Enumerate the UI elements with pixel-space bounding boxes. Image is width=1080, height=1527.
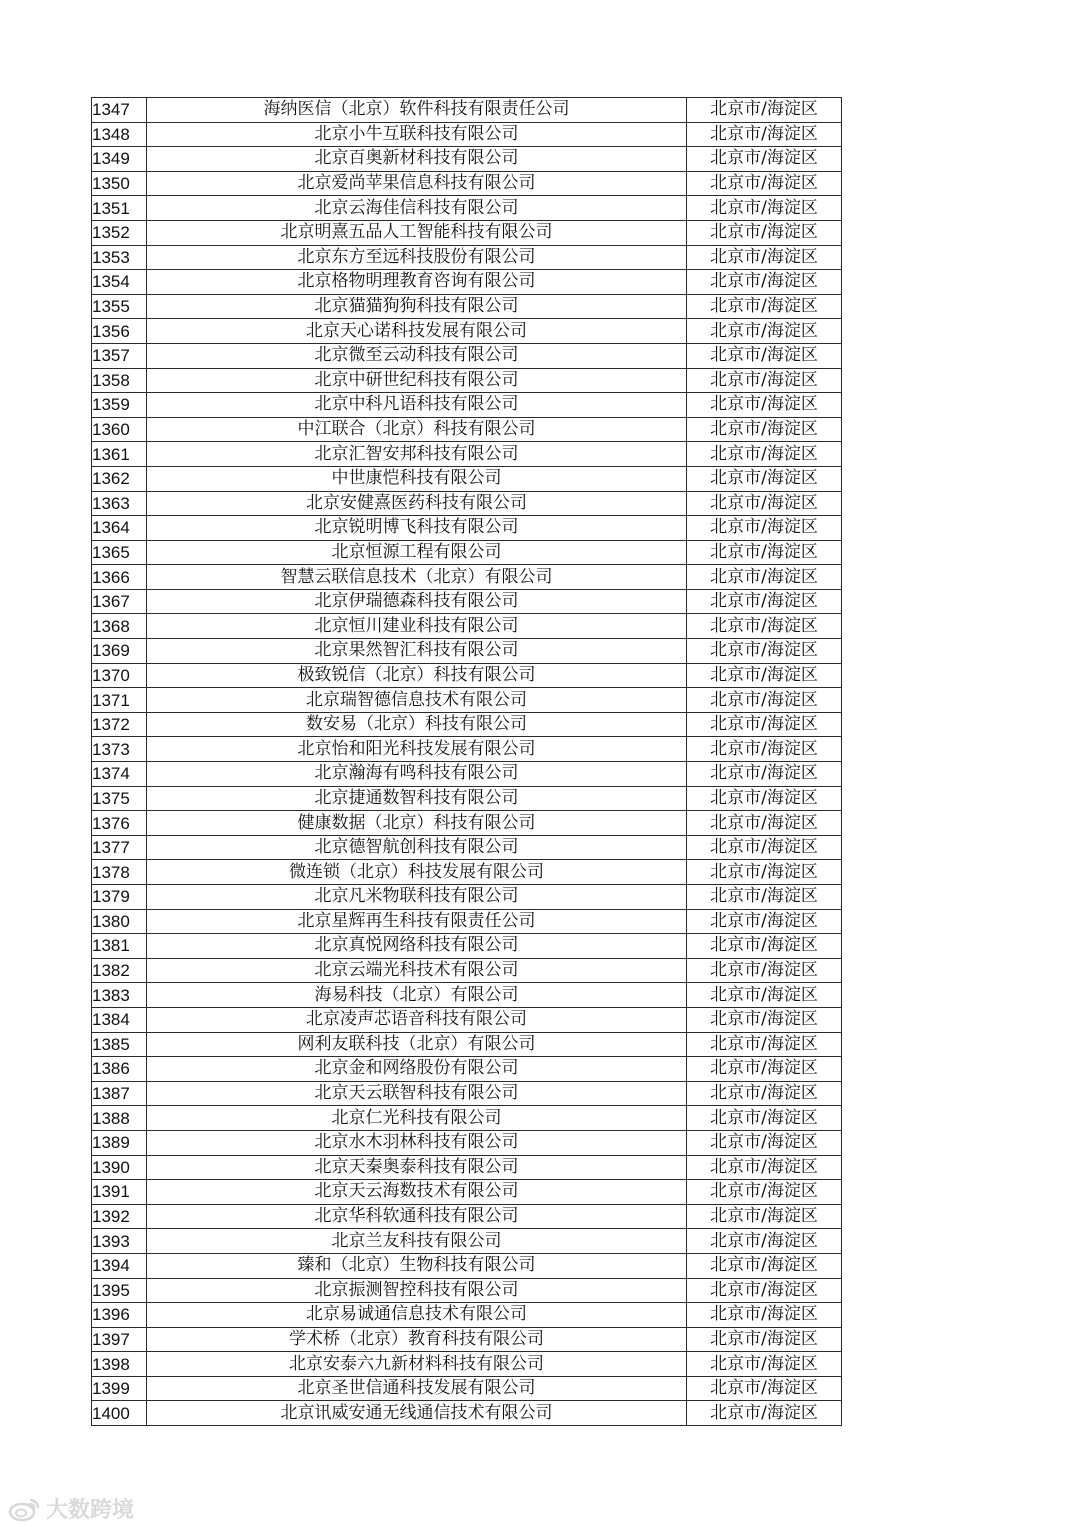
row-number: 1362 xyxy=(92,466,147,491)
region-cell: 北京市/海淀区 xyxy=(687,1057,842,1082)
company-name-cell: 北京瑞智德信息技术有限公司 xyxy=(147,688,687,713)
region-cell: 北京市/海淀区 xyxy=(687,540,842,565)
region-cell: 北京市/海淀区 xyxy=(687,147,842,172)
table-row xyxy=(92,1007,842,1032)
company-name-cell: 北京锐明博飞科技有限公司 xyxy=(147,516,687,541)
table-row xyxy=(92,885,842,910)
table-row xyxy=(92,319,842,344)
company-name-cell: 北京凡米物联科技有限公司 xyxy=(147,885,687,910)
table-row xyxy=(92,983,842,1008)
region-cell: 北京市/海淀区 xyxy=(687,811,842,836)
region-cell: 北京市/海淀区 xyxy=(687,1204,842,1229)
region-cell: 北京市/海淀区 xyxy=(687,737,842,762)
company-name-cell: 北京明熹五品人工智能科技有限公司 xyxy=(147,220,687,245)
watermark xyxy=(8,1493,134,1524)
region-cell: 北京市/海淀区 xyxy=(687,516,842,541)
row-number: 1389 xyxy=(92,1130,147,1155)
company-name-cell: 北京云端光科技术有限公司 xyxy=(147,958,687,983)
row-number: 1377 xyxy=(92,835,147,860)
company-name-cell: 学术桥（北京）教育科技有限公司 xyxy=(147,1327,687,1352)
company-name-cell: 网利友联科技（北京）有限公司 xyxy=(147,1032,687,1057)
region-cell: 北京市/海淀区 xyxy=(687,393,842,418)
row-number: 1372 xyxy=(92,712,147,737)
company-name-cell: 北京恒源工程有限公司 xyxy=(147,540,687,565)
table-row xyxy=(92,220,842,245)
region-cell: 北京市/海淀区 xyxy=(687,1032,842,1057)
region-cell: 北京市/海淀区 xyxy=(687,885,842,910)
row-number: 1363 xyxy=(92,491,147,516)
company-name-cell: 北京金和网络股份有限公司 xyxy=(147,1057,687,1082)
table-row xyxy=(92,1303,842,1328)
region-cell: 北京市/海淀区 xyxy=(687,491,842,516)
company-name-cell: 北京易诚通信息技术有限公司 xyxy=(147,1303,687,1328)
region-cell: 北京市/海淀区 xyxy=(687,1327,842,1352)
row-number: 1374 xyxy=(92,762,147,787)
region-cell: 北京市/海淀区 xyxy=(687,688,842,713)
region-cell: 北京市/海淀区 xyxy=(687,639,842,664)
table-row xyxy=(92,171,842,196)
row-number: 1392 xyxy=(92,1204,147,1229)
table-row xyxy=(92,762,842,787)
region-cell: 北京市/海淀区 xyxy=(687,835,842,860)
table-row xyxy=(92,786,842,811)
company-name-cell: 北京圣世信通科技发展有限公司 xyxy=(147,1376,687,1401)
company-name-cell: 北京中科凡语科技有限公司 xyxy=(147,393,687,418)
table-row xyxy=(92,614,842,639)
company-name-cell: 臻和（北京）生物科技有限公司 xyxy=(147,1253,687,1278)
row-number: 1361 xyxy=(92,442,147,467)
table-row xyxy=(92,1081,842,1106)
row-number: 1386 xyxy=(92,1057,147,1082)
region-cell: 北京市/海淀区 xyxy=(687,466,842,491)
row-number: 1369 xyxy=(92,639,147,664)
region-cell: 北京市/海淀区 xyxy=(687,1278,842,1303)
row-number: 1350 xyxy=(92,171,147,196)
company-name-cell: 北京真悦网络科技有限公司 xyxy=(147,934,687,959)
row-number: 1390 xyxy=(92,1155,147,1180)
company-name-cell: 北京德智航创科技有限公司 xyxy=(147,835,687,860)
row-number: 1383 xyxy=(92,983,147,1008)
table-row xyxy=(92,663,842,688)
table-row xyxy=(92,491,842,516)
row-number: 1360 xyxy=(92,417,147,442)
row-number: 1388 xyxy=(92,1106,147,1131)
company-name-cell: 微连锁（北京）科技发展有限公司 xyxy=(147,860,687,885)
company-name-cell: 北京猫猫狗狗科技有限公司 xyxy=(147,294,687,319)
company-name-cell: 北京安泰六九新材料科技有限公司 xyxy=(147,1352,687,1377)
table-row xyxy=(92,688,842,713)
region-cell: 北京市/海淀区 xyxy=(687,343,842,368)
table-row xyxy=(92,1327,842,1352)
row-number: 1378 xyxy=(92,860,147,885)
region-cell: 北京市/海淀区 xyxy=(687,1106,842,1131)
row-number: 1354 xyxy=(92,270,147,295)
region-cell: 北京市/海淀区 xyxy=(687,1155,842,1180)
region-cell: 北京市/海淀区 xyxy=(687,786,842,811)
table-row xyxy=(92,639,842,664)
table-row xyxy=(92,417,842,442)
company-name-cell: 健康数据（北京）科技有限公司 xyxy=(147,811,687,836)
region-cell: 北京市/海淀区 xyxy=(687,958,842,983)
company-name-cell: 北京水木羽林科技有限公司 xyxy=(147,1130,687,1155)
table-row xyxy=(92,1130,842,1155)
company-name-cell: 北京天心诺科技发展有限公司 xyxy=(147,319,687,344)
table-row xyxy=(92,811,842,836)
company-name-cell: 北京天云海数技术有限公司 xyxy=(147,1180,687,1205)
table-row xyxy=(92,1278,842,1303)
row-number: 1355 xyxy=(92,294,147,319)
table-row xyxy=(92,1401,842,1426)
company-name-cell: 极致锐信（北京）科技有限公司 xyxy=(147,663,687,688)
region-cell: 北京市/海淀区 xyxy=(687,220,842,245)
row-number: 1382 xyxy=(92,958,147,983)
table-row xyxy=(92,1376,842,1401)
row-number: 1347 xyxy=(92,98,147,123)
region-cell: 北京市/海淀区 xyxy=(687,417,842,442)
company-name-cell: 北京东方至远科技股份有限公司 xyxy=(147,245,687,270)
table-row xyxy=(92,393,842,418)
row-number: 1349 xyxy=(92,147,147,172)
row-number: 1370 xyxy=(92,663,147,688)
row-number: 1384 xyxy=(92,1007,147,1032)
row-number: 1397 xyxy=(92,1327,147,1352)
table-row xyxy=(92,196,842,221)
row-number: 1380 xyxy=(92,909,147,934)
company-name-cell: 北京天秦奥泰科技有限公司 xyxy=(147,1155,687,1180)
company-name-cell: 中江联合（北京）科技有限公司 xyxy=(147,417,687,442)
region-cell: 北京市/海淀区 xyxy=(687,245,842,270)
region-cell: 北京市/海淀区 xyxy=(687,368,842,393)
company-name-cell: 北京安健熹医药科技有限公司 xyxy=(147,491,687,516)
row-number: 1395 xyxy=(92,1278,147,1303)
table-row xyxy=(92,934,842,959)
company-name-cell: 北京伊瑞德森科技有限公司 xyxy=(147,589,687,614)
table-row xyxy=(92,294,842,319)
table-row xyxy=(92,909,842,934)
company-name-cell: 北京云海佳信科技有限公司 xyxy=(147,196,687,221)
table-row xyxy=(92,540,842,565)
region-cell: 北京市/海淀区 xyxy=(687,762,842,787)
table-row xyxy=(92,516,842,541)
company-name-cell: 北京百奥新材科技有限公司 xyxy=(147,147,687,172)
region-cell: 北京市/海淀区 xyxy=(687,1352,842,1377)
table-row xyxy=(92,270,842,295)
row-number: 1353 xyxy=(92,245,147,270)
company-name-cell: 北京小牛互联科技有限公司 xyxy=(147,122,687,147)
table-row xyxy=(92,245,842,270)
company-name-cell: 北京凌声芯语音科技有限公司 xyxy=(147,1007,687,1032)
company-name-cell: 北京兰友科技有限公司 xyxy=(147,1229,687,1254)
region-cell: 北京市/海淀区 xyxy=(687,1007,842,1032)
table-row xyxy=(92,147,842,172)
company-name-cell: 北京汇智安邦科技有限公司 xyxy=(147,442,687,467)
region-cell: 北京市/海淀区 xyxy=(687,442,842,467)
table-row xyxy=(92,860,842,885)
company-name-cell: 北京讯威安通无线通信技术有限公司 xyxy=(147,1401,687,1426)
table-row xyxy=(92,343,842,368)
region-cell: 北京市/海淀区 xyxy=(687,712,842,737)
table-row xyxy=(92,442,842,467)
row-number: 1379 xyxy=(92,885,147,910)
row-number: 1358 xyxy=(92,368,147,393)
region-cell: 北京市/海淀区 xyxy=(687,1253,842,1278)
table-row xyxy=(92,98,842,123)
region-cell: 北京市/海淀区 xyxy=(687,1303,842,1328)
company-name-cell: 中世康恺科技有限公司 xyxy=(147,466,687,491)
company-name-cell: 北京星辉再生科技有限责任公司 xyxy=(147,909,687,934)
row-number: 1365 xyxy=(92,540,147,565)
region-cell: 北京市/海淀区 xyxy=(687,196,842,221)
company-name-cell: 北京恒川建业科技有限公司 xyxy=(147,614,687,639)
company-name-cell: 数安易（北京）科技有限公司 xyxy=(147,712,687,737)
company-name-cell: 北京中研世纪科技有限公司 xyxy=(147,368,687,393)
row-number: 1359 xyxy=(92,393,147,418)
table-row xyxy=(92,958,842,983)
company-list-body xyxy=(92,98,842,1426)
company-name-cell: 海易科技（北京）有限公司 xyxy=(147,983,687,1008)
region-cell: 北京市/海淀区 xyxy=(687,983,842,1008)
region-cell: 北京市/海淀区 xyxy=(687,98,842,123)
row-number: 1381 xyxy=(92,934,147,959)
row-number: 1351 xyxy=(92,196,147,221)
region-cell: 北京市/海淀区 xyxy=(687,1376,842,1401)
row-number: 1375 xyxy=(92,786,147,811)
region-cell: 北京市/海淀区 xyxy=(687,171,842,196)
region-cell: 北京市/海淀区 xyxy=(687,663,842,688)
row-number: 1391 xyxy=(92,1180,147,1205)
row-number: 1364 xyxy=(92,516,147,541)
table-row xyxy=(92,368,842,393)
company-name-cell: 北京华科软通科技有限公司 xyxy=(147,1204,687,1229)
row-number: 1371 xyxy=(92,688,147,713)
row-number: 1352 xyxy=(92,220,147,245)
table-row xyxy=(92,565,842,590)
company-name-cell: 智慧云联信息技术（北京）有限公司 xyxy=(147,565,687,590)
row-number: 1348 xyxy=(92,122,147,147)
company-name-cell: 北京仁光科技有限公司 xyxy=(147,1106,687,1131)
table-row xyxy=(92,1155,842,1180)
region-cell: 北京市/海淀区 xyxy=(687,270,842,295)
region-cell: 北京市/海淀区 xyxy=(687,589,842,614)
region-cell: 北京市/海淀区 xyxy=(687,614,842,639)
table-row xyxy=(92,1106,842,1131)
row-number: 1368 xyxy=(92,614,147,639)
row-number: 1385 xyxy=(92,1032,147,1057)
row-number: 1394 xyxy=(92,1253,147,1278)
region-cell: 北京市/海淀区 xyxy=(687,565,842,590)
row-number: 1357 xyxy=(92,343,147,368)
table-row xyxy=(92,1253,842,1278)
table-row xyxy=(92,466,842,491)
company-name-cell: 海纳医信（北京）软件科技有限责任公司 xyxy=(147,98,687,123)
watermark-text: 大数跨境 xyxy=(46,1498,135,1523)
weibo-logo-icon xyxy=(8,1496,40,1522)
region-cell: 北京市/海淀区 xyxy=(687,1081,842,1106)
company-name-cell: 北京果然智汇科技有限公司 xyxy=(147,639,687,664)
row-number: 1396 xyxy=(92,1303,147,1328)
region-cell: 北京市/海淀区 xyxy=(687,1401,842,1426)
region-cell: 北京市/海淀区 xyxy=(687,860,842,885)
table-row xyxy=(92,1180,842,1205)
table-row xyxy=(92,122,842,147)
table-row xyxy=(92,1204,842,1229)
table-row xyxy=(92,835,842,860)
row-number: 1356 xyxy=(92,319,147,344)
row-number: 1398 xyxy=(92,1352,147,1377)
region-cell: 北京市/海淀区 xyxy=(687,122,842,147)
company-name-cell: 北京爱尚苹果信息科技有限公司 xyxy=(147,171,687,196)
row-number: 1399 xyxy=(92,1376,147,1401)
company-list-table xyxy=(91,97,842,1426)
region-cell: 北京市/海淀区 xyxy=(687,909,842,934)
region-cell: 北京市/海淀区 xyxy=(687,934,842,959)
company-name-cell: 北京瀚海有鸣科技有限公司 xyxy=(147,762,687,787)
table-row xyxy=(92,737,842,762)
table-row xyxy=(92,712,842,737)
row-number: 1367 xyxy=(92,589,147,614)
table-row xyxy=(92,589,842,614)
row-number: 1366 xyxy=(92,565,147,590)
region-cell: 北京市/海淀区 xyxy=(687,1229,842,1254)
table-row xyxy=(92,1057,842,1082)
company-name-cell: 北京格物明理教育咨询有限公司 xyxy=(147,270,687,295)
company-name-cell: 北京捷通数智科技有限公司 xyxy=(147,786,687,811)
table-row xyxy=(92,1352,842,1377)
table-row xyxy=(92,1032,842,1057)
company-name-cell: 北京天云联智科技有限公司 xyxy=(147,1081,687,1106)
region-cell: 北京市/海淀区 xyxy=(687,1180,842,1205)
company-name-cell: 北京微至云动科技有限公司 xyxy=(147,343,687,368)
row-number: 1373 xyxy=(92,737,147,762)
row-number: 1376 xyxy=(92,811,147,836)
row-number: 1387 xyxy=(92,1081,147,1106)
company-name-cell: 北京怡和阳光科技发展有限公司 xyxy=(147,737,687,762)
region-cell: 北京市/海淀区 xyxy=(687,1130,842,1155)
company-name-cell: 北京振测智控科技有限公司 xyxy=(147,1278,687,1303)
region-cell: 北京市/海淀区 xyxy=(687,319,842,344)
region-cell: 北京市/海淀区 xyxy=(687,294,842,319)
table-row xyxy=(92,1229,842,1254)
row-number: 1400 xyxy=(92,1401,147,1426)
row-number: 1393 xyxy=(92,1229,147,1254)
